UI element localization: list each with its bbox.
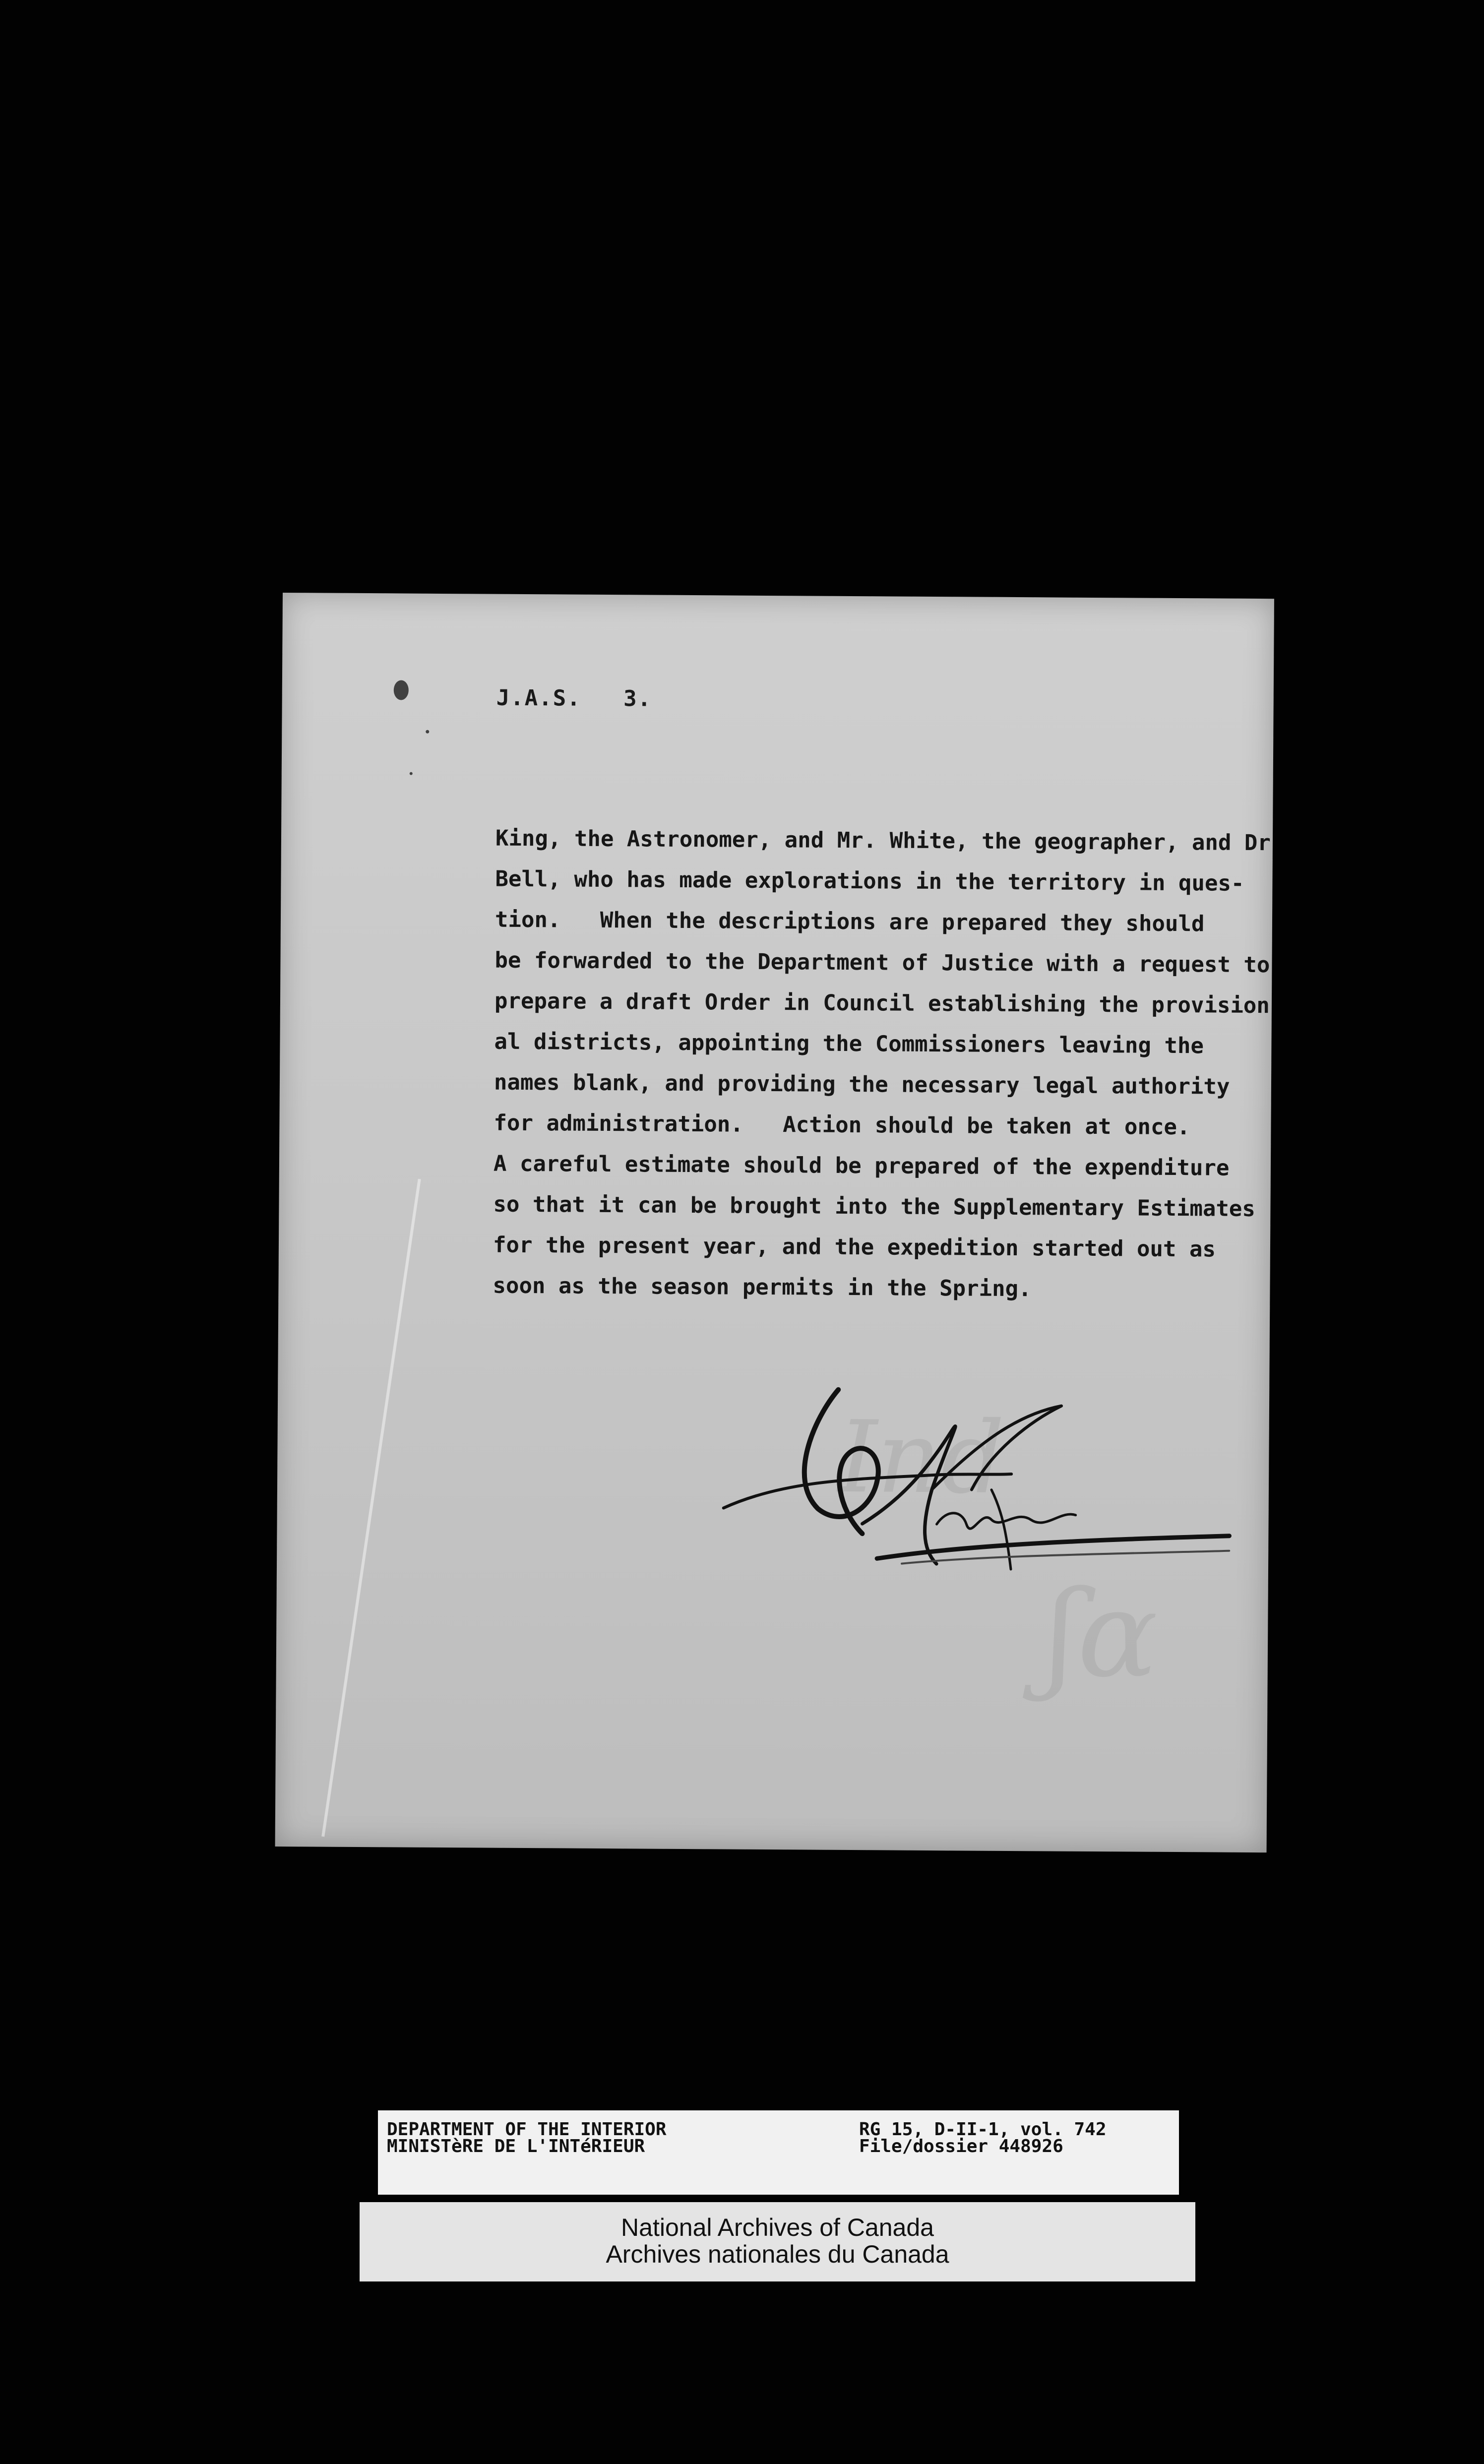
file-number: File/dossier 448926 xyxy=(859,2136,1063,2156)
archives-banner xyxy=(360,2202,1195,2281)
text-line: A careful estimate should be prepared of the expenditure xyxy=(493,1151,1230,1181)
page-header: J.A.S. 3. xyxy=(496,685,652,712)
archive-reference-label xyxy=(378,2110,1179,2195)
text-line: King, the Astronomer, and Mr. White, the geographer, and Dr xyxy=(495,825,1271,856)
text-line: al districts, appointing the Commissioners leaving the xyxy=(494,1029,1204,1059)
reference-label xyxy=(859,2121,1107,2155)
department-en: DEPARTMENT OF THE INTERIOR xyxy=(387,2119,667,2140)
ink-speck xyxy=(410,772,413,775)
text-line: names blank, and providing the necessary legal authority xyxy=(494,1069,1230,1100)
bleed-through-mark: ʃɑ xyxy=(1045,1564,1159,1704)
text-line: Bell, who has made explorations in the territory in ques- xyxy=(495,866,1244,896)
text-line: for administration. Action should be taken at once. xyxy=(494,1110,1190,1140)
text-line: so that it can be brought into the Supplementary Estimates xyxy=(493,1191,1256,1222)
record-group-ref: RG 15, D-II-1, vol. 742 xyxy=(859,2119,1107,2140)
bleed-through-mark: Ind xyxy=(837,1399,1005,1516)
text-line: for the present year, and the expedition started out as xyxy=(493,1232,1216,1262)
text-line: tion. When the descriptions are prepared they should xyxy=(495,907,1205,937)
handwritten-signature xyxy=(713,1359,1235,1620)
letter-body xyxy=(493,818,1271,1311)
text-line: soon as the season permits in the Spring. xyxy=(493,1273,1032,1302)
ink-blot xyxy=(394,680,409,700)
department-label xyxy=(387,2121,667,2155)
department-fr: MINISTèRE DE L'INTéRIEUR xyxy=(387,2136,645,2156)
archives-name-en: National Archives of Canada xyxy=(621,2214,934,2241)
text-line: be forwarded to the Department of Justice with a request to xyxy=(495,947,1270,978)
ink-speck xyxy=(426,730,429,734)
archives-name-fr: Archives nationales du Canada xyxy=(606,2240,949,2268)
paper-crease xyxy=(321,1179,421,1837)
text-line: prepare a draft Order in Council establishing the provision xyxy=(494,988,1270,1019)
letter-page xyxy=(275,593,1274,1852)
